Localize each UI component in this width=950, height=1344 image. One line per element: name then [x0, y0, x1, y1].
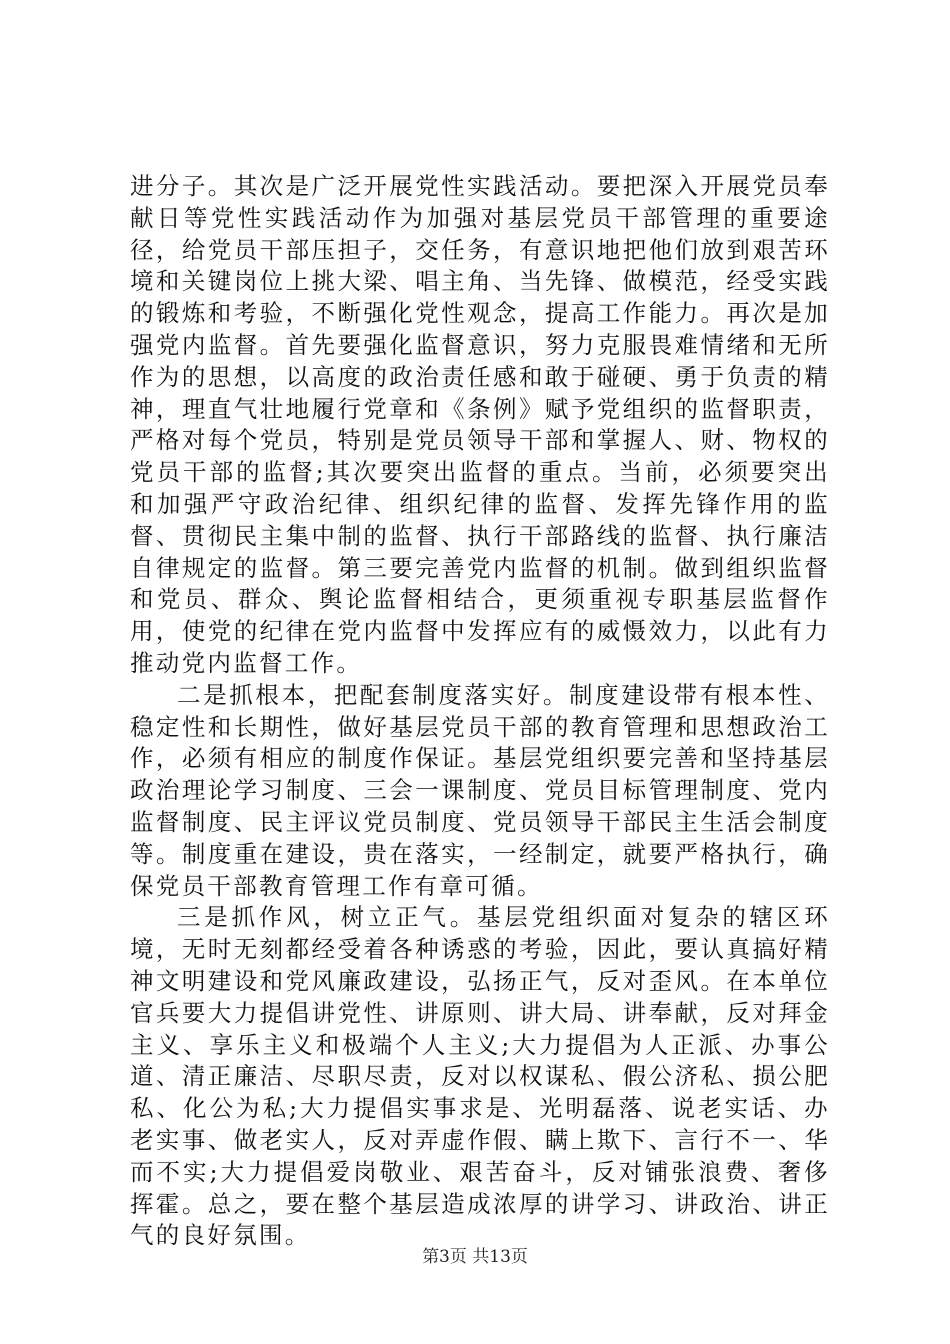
page-number-footer: 第3页 共13页 [422, 1247, 528, 1267]
document-body [130, 171, 830, 1252]
paragraph-work-style: 三是抓作风，树立正气。基层党组织面对复杂的辖区环境，无时无刻都经受着各种诱惑的考验，因此，要认真搞好精神文明建设和党风廉政建设，弘扬正气，反对歪风。在本单位官兵要大力提倡讲党性、讲原则、讲大局、讲奉献，反对拜金主义、享乐主义和极端个人主义;大力提倡为人正派、办事公道、清正廉洁、尽职尽责，反对以权谋私、假公济私、损公肥私、化公为私;大力提倡实事求是、光明磊落、说老实话、办老实事、做老实人，反对弄虚作假、瞒上欺下、言行不一、华而不实;大力提倡爱岗敬业、艰苦奋斗，反对铺张浪费、奢侈挥霍。总之，要在整个基层造成浓厚的讲学习、讲政治、讲正气的良好氛围。 [130, 903, 830, 1250]
paragraph-system-building: 二是抓根本，把配套制度落实好。制度建设带有根本性、稳定性和长期性，做好基层党员干部的教育管理和思想政治工作，必须有相应的制度作保证。基层党组织要完善和坚持基层政治理论学习制度、三会一课制度、党员目标管理制度、党内监督制度、民主评议党员制度、党员领导干部民主生活会制度等。制度重在建设，贵在落实，一经制定，就要严格执行，确保党员干部教育管理工作有章可循。 [130, 680, 830, 900]
paragraph-continuation: 进分子。其次是广泛开展党性实践活动。要把深入开展党员奉献日等党性实践活动作为加强对基层党员干部管理的重要途径，给党员干部压担子，交任务，有意识地把他们放到艰苦环境和关键岗位上挑大梁、唱主角、当先锋、做模范，经受实践的锻炼和考验，不断强化党性观念，提高工作能力。再次是加强党内监督。首先要强化监督意识，努力克服畏难情绪和无所作为的思想，以高度的政治责任感和敢于碰硬、勇于负责的精神，理直气壮地履行党章和《条例》赋予党组织的监督职责，严格对每个党员，特别是党员领导干部和掌握人、财、物权的党员干部的监督;其次要突出监督的重点。当前，必须要突出和加强严守政治纪律、组织纪律的监督、发挥先锋作用的监督、贯彻民主集中制的监督、执行干部路线的监督、执行廉洁自律规定的监督。第三要完善党内监督的机制。做到组织监督和党员、群众、舆论监督相结合，更须重视专职基层监督作用，使党的纪律在党内监督中发挥应有的威慑效力，以此有力推动党内监督工作。 [130, 172, 830, 677]
